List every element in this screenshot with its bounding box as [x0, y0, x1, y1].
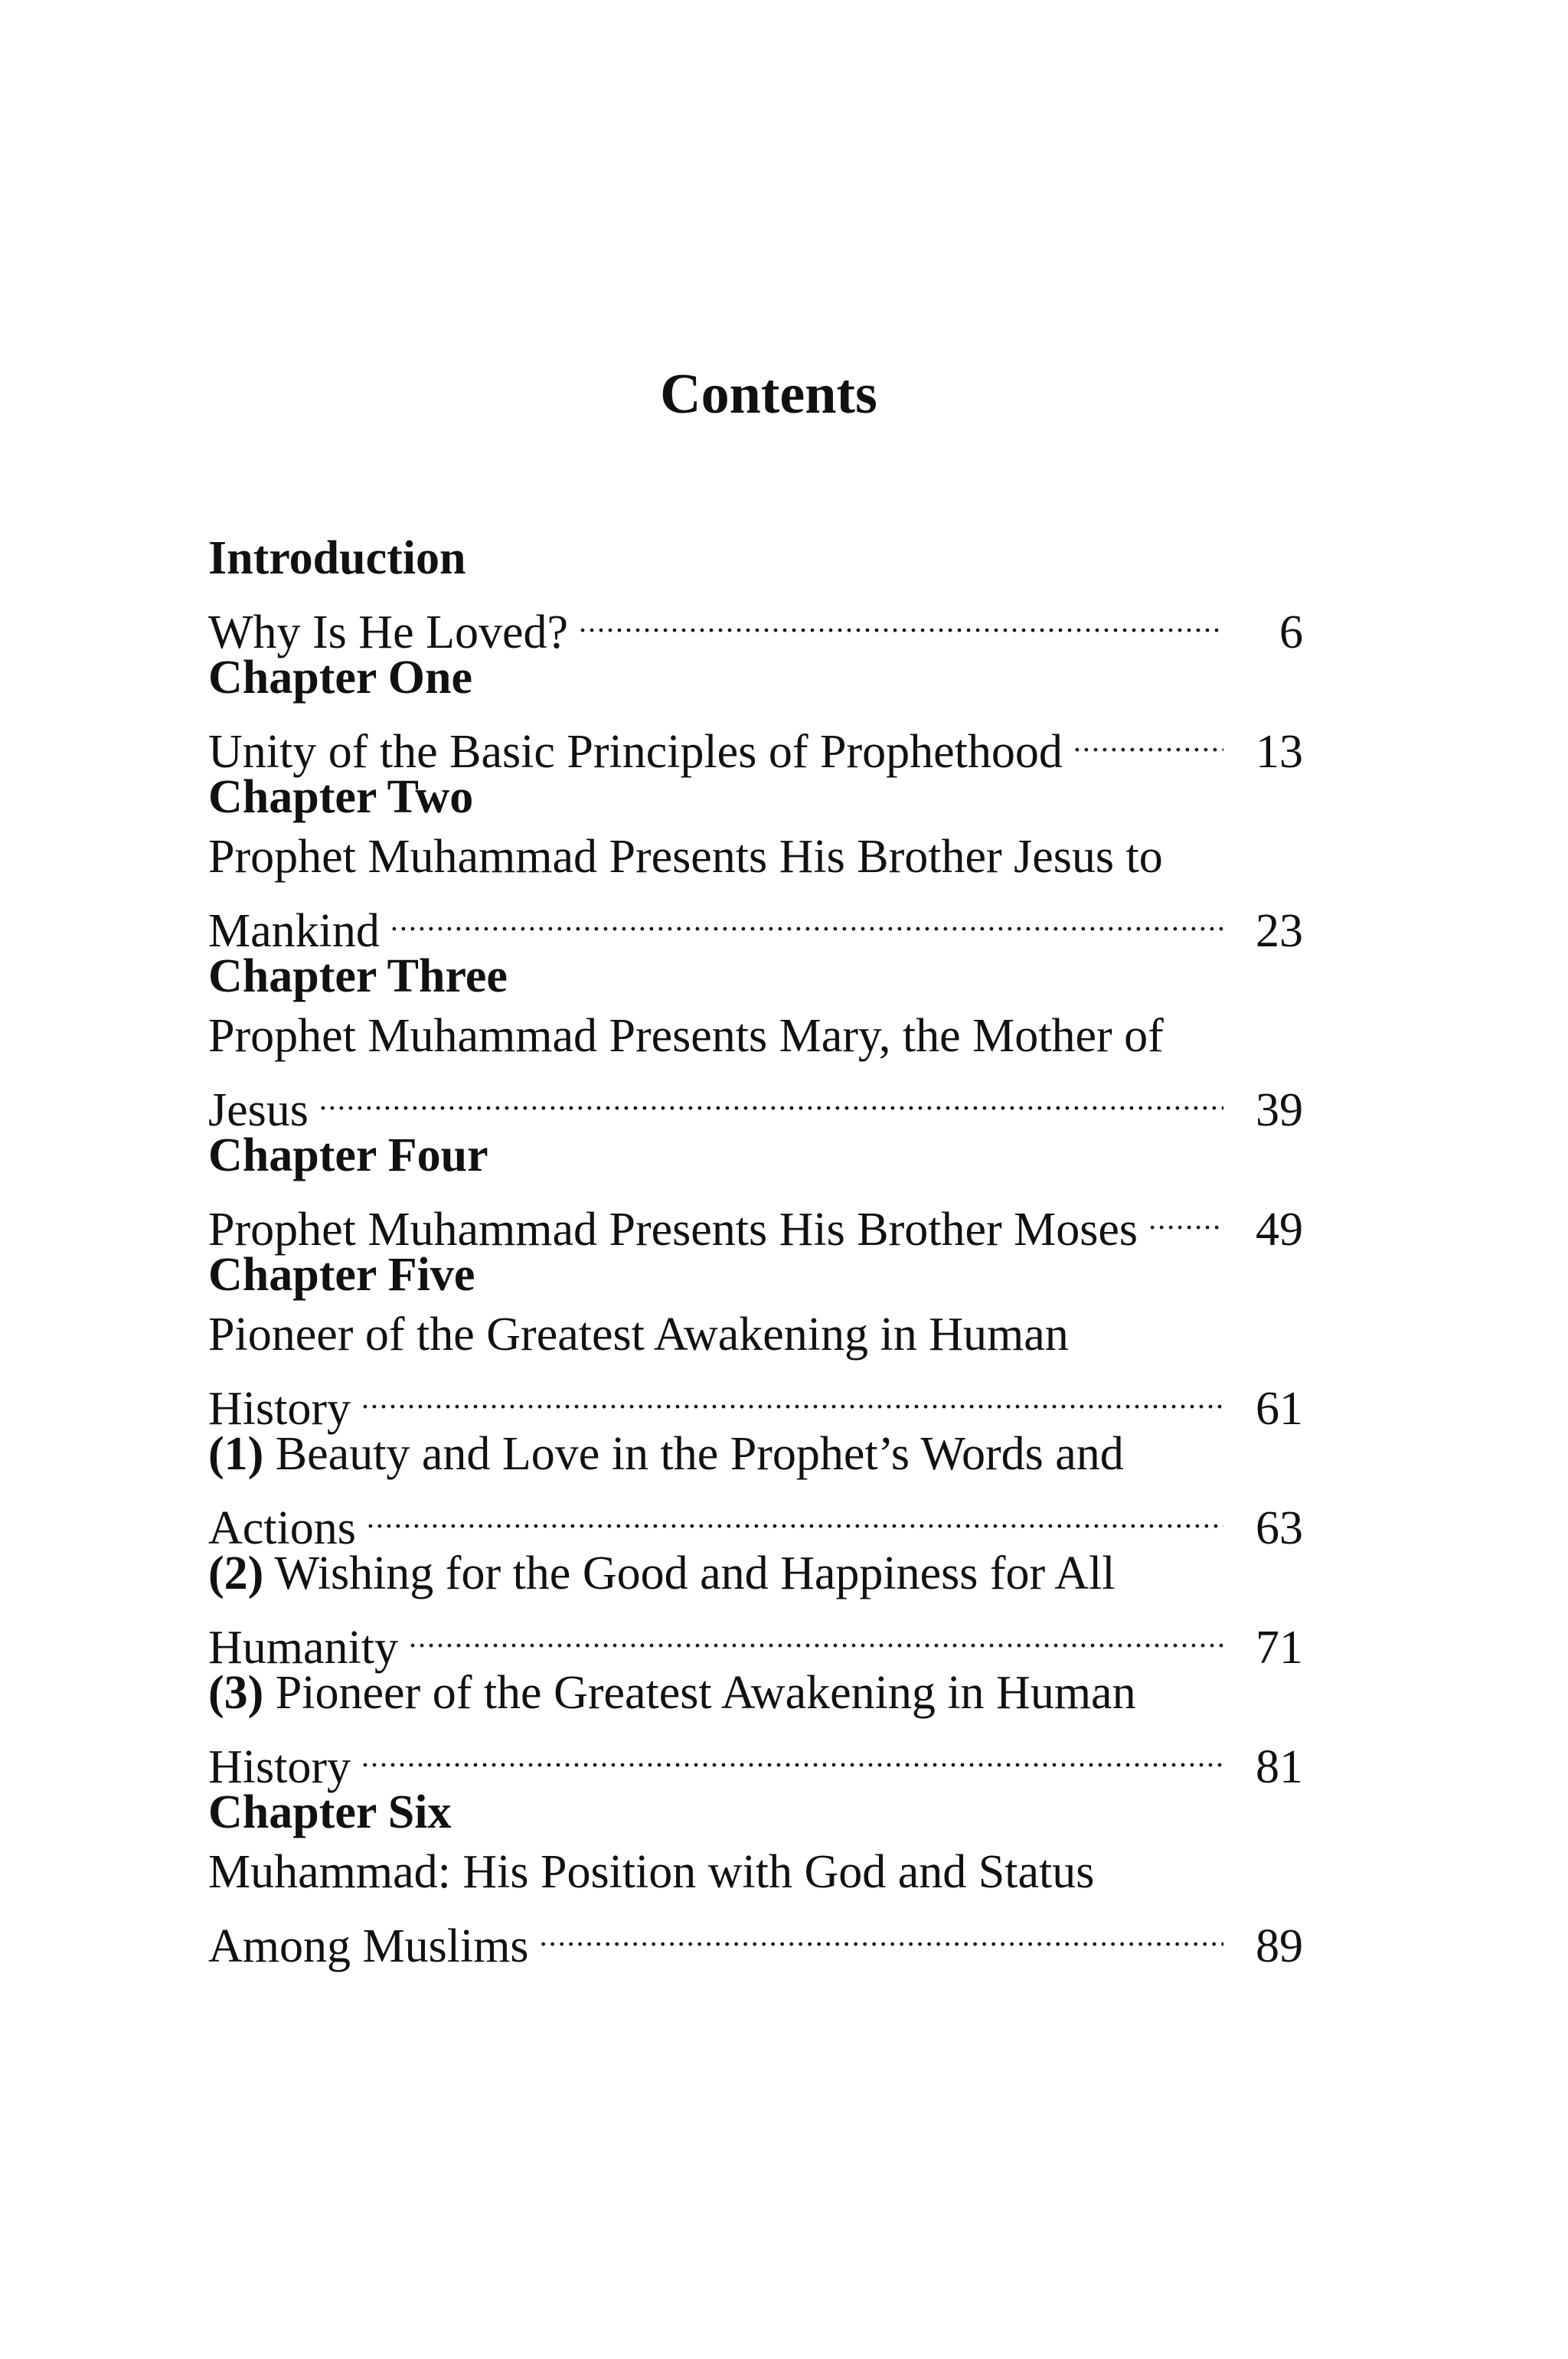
- toc-page-number: 23: [1256, 905, 1303, 957]
- toc-entry-title-line: Among Muslims: [208, 1920, 529, 1972]
- toc-entry-title-line: Jesus: [208, 1084, 309, 1136]
- toc-entry[interactable]: [208, 707, 1303, 778]
- toc-entry-title-text: Pioneer of the Greatest Awakening in Human: [263, 1667, 1136, 1719]
- toc-entry-title-line: Actions: [208, 1502, 356, 1554]
- table-of-contents: [208, 528, 1303, 1972]
- toc-subentry[interactable]: [208, 1424, 1303, 1554]
- toc-page-number: 39: [1256, 1084, 1303, 1136]
- toc-page-number: 61: [1256, 1383, 1303, 1435]
- toc-subentry-number: (2): [208, 1547, 264, 1599]
- toc-entry-title-line: History: [208, 1383, 351, 1435]
- toc-entry[interactable]: [208, 1185, 1303, 1256]
- toc-heading-chapter-four: Chapter Four: [208, 1129, 488, 1181]
- dot-leader: [540, 1902, 1223, 1962]
- toc-subentry[interactable]: [208, 1544, 1303, 1674]
- toc-entry-title-line: [208, 1544, 1303, 1603]
- dot-leader: [409, 1603, 1223, 1663]
- toc-subentry-number: (1): [208, 1428, 264, 1480]
- toc-subentry[interactable]: [208, 1663, 1303, 1793]
- dot-leader: [390, 887, 1223, 946]
- toc-heading-chapter-two: Chapter Two: [208, 771, 474, 823]
- toc-entry-title-line: Mankind: [208, 905, 380, 957]
- dot-leader: [367, 1484, 1223, 1544]
- toc-page-number: 71: [1256, 1622, 1303, 1674]
- toc-page-number: 81: [1256, 1741, 1303, 1793]
- toc-heading-introduction: Introduction: [208, 532, 466, 584]
- toc-entry-title: Why Is He Loved?: [208, 606, 568, 658]
- dot-leader: [1073, 707, 1223, 767]
- toc-entry-title-text: Beauty and Love in the Prophet’s Words and: [263, 1428, 1124, 1480]
- toc-heading-chapter-three: Chapter Three: [208, 950, 508, 1002]
- toc-entry-title-line: Prophet Muhammad Presents His Brother Jesus to: [208, 831, 1163, 883]
- toc-subentry-number: (3): [208, 1667, 264, 1719]
- toc-entry-title-line: Muhammad: His Position with God and Status: [208, 1846, 1095, 1898]
- toc-entry-title-line: History: [208, 1741, 351, 1793]
- toc-heading-chapter-six: Chapter Six: [208, 1786, 452, 1838]
- toc-page-number: 63: [1256, 1502, 1303, 1554]
- toc-entry-title-line: [208, 1424, 1303, 1484]
- dot-leader: [319, 1066, 1223, 1126]
- dot-leader: [361, 1364, 1223, 1424]
- dot-leader: [579, 588, 1223, 648]
- toc-page-number: 6: [1279, 606, 1303, 658]
- toc-page-number: 13: [1256, 726, 1303, 778]
- toc-entry[interactable]: [208, 827, 1303, 957]
- toc-entry[interactable]: [208, 1305, 1303, 1435]
- toc-page-number: 89: [1256, 1920, 1303, 1972]
- toc-entry-title-line: Pioneer of the Greatest Awakening in Human: [208, 1309, 1069, 1361]
- dot-leader: [361, 1723, 1223, 1782]
- toc-entry-title-line: [208, 1663, 1303, 1723]
- toc-page-number: 49: [1256, 1204, 1303, 1256]
- toc-entry[interactable]: [208, 1842, 1303, 1972]
- toc-entry[interactable]: [208, 588, 1303, 658]
- toc-entry[interactable]: [208, 1006, 1303, 1136]
- toc-entry-title: Unity of the Basic Principles of Prophethood: [208, 726, 1063, 778]
- toc-entry-title-text: Wishing for the Good and Happiness for All: [263, 1547, 1116, 1599]
- toc-entry-title-line: Humanity: [208, 1622, 398, 1674]
- toc-heading-chapter-one: Chapter One: [208, 652, 473, 704]
- toc-entry-title: Prophet Muhammad Presents His Brother Moses: [208, 1204, 1138, 1256]
- dot-leader: [1148, 1185, 1223, 1245]
- toc-entry-title-line: Prophet Muhammad Presents Mary, the Mother of: [208, 1010, 1164, 1062]
- page-title: Contents: [660, 363, 877, 426]
- toc-heading-chapter-five: Chapter Five: [208, 1249, 475, 1301]
